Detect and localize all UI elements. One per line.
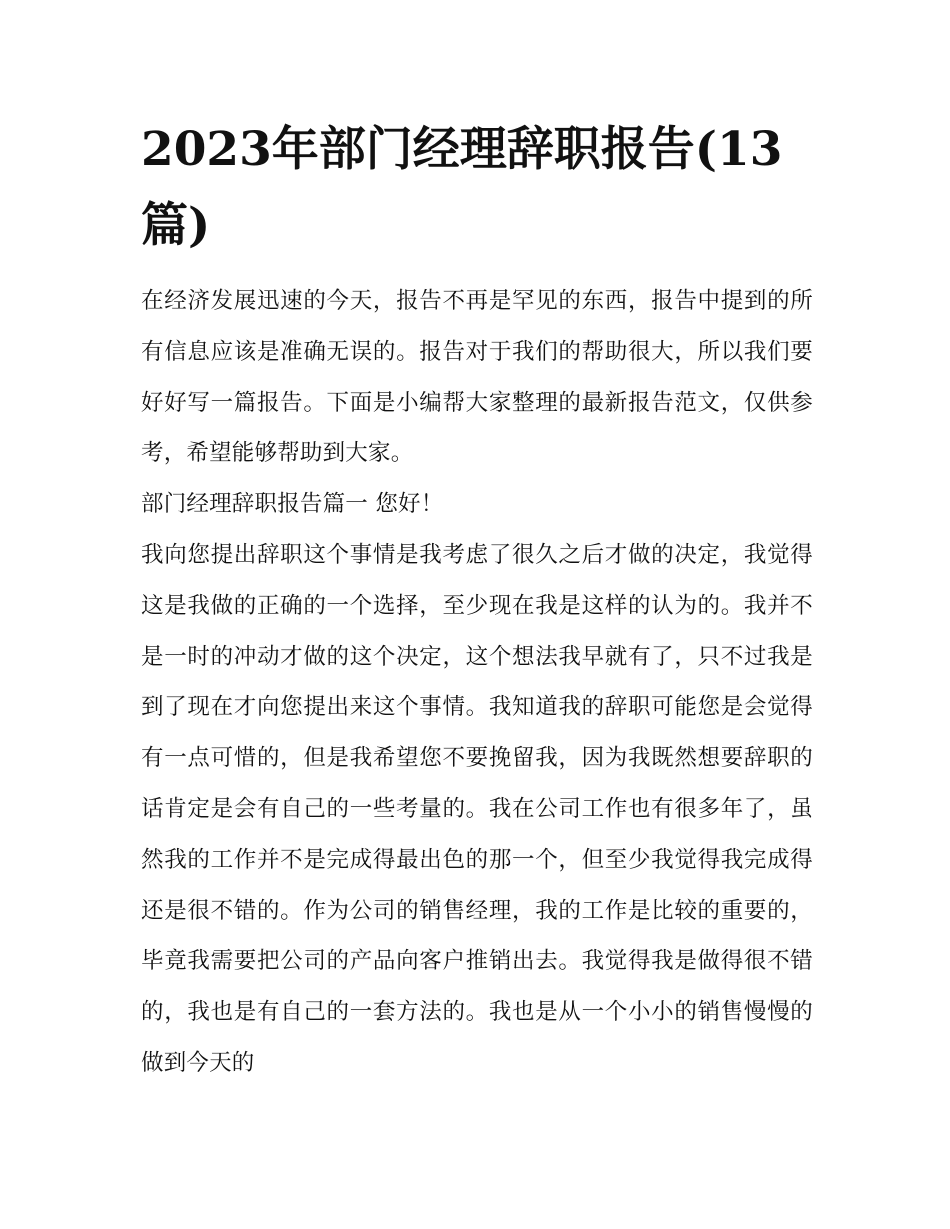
section-heading-paragraph: 部门经理辞职报告篇一 您好！ bbox=[141, 491, 444, 518]
document-page bbox=[141, 112, 813, 1089]
body-paragraph: 我向您提出辞职这个事情是我考虑了很久之后才做的决定，我觉得这是我做的正确的一个选择，至少现在我是这样的认为的。我并不是一时的冲动才做的这个决定，这个想法我早就有了，只不过我是到了现在才向您提出来这个事情。我知道我的辞职可能您是会觉得有一点可惜的，但是我希望您不要挽留我，因为我既然想要辞职的话肯定是会有自己的一些考量的。我在公司工作也有很多年了，虽然我的工作并不是完成得最出色的那一个，但至少我觉得我完成得还是很不错的。作为公司的销售经理，我的工作是比较的重要的，毕竟我需要把公司的产品向客户推销出去。我觉得我是做得很不错的，我也是有自己的一套方法的。我也是从一个小小的销售慢慢的做到今天的 bbox=[141, 541, 813, 1076]
intro-paragraph: 在经济发展迅速的今天，报告不再是罕见的东西，报告中提到的所有信息应该是准确无误的。报告对于我们的帮助很大，所以我们要好好写一篇报告。下面是小编帮大家整理的最新报告范文，仅供参考，希望能够帮助到大家。 bbox=[141, 288, 813, 467]
document-title: 2023年部门经理辞职报告(13篇) bbox=[141, 122, 783, 253]
